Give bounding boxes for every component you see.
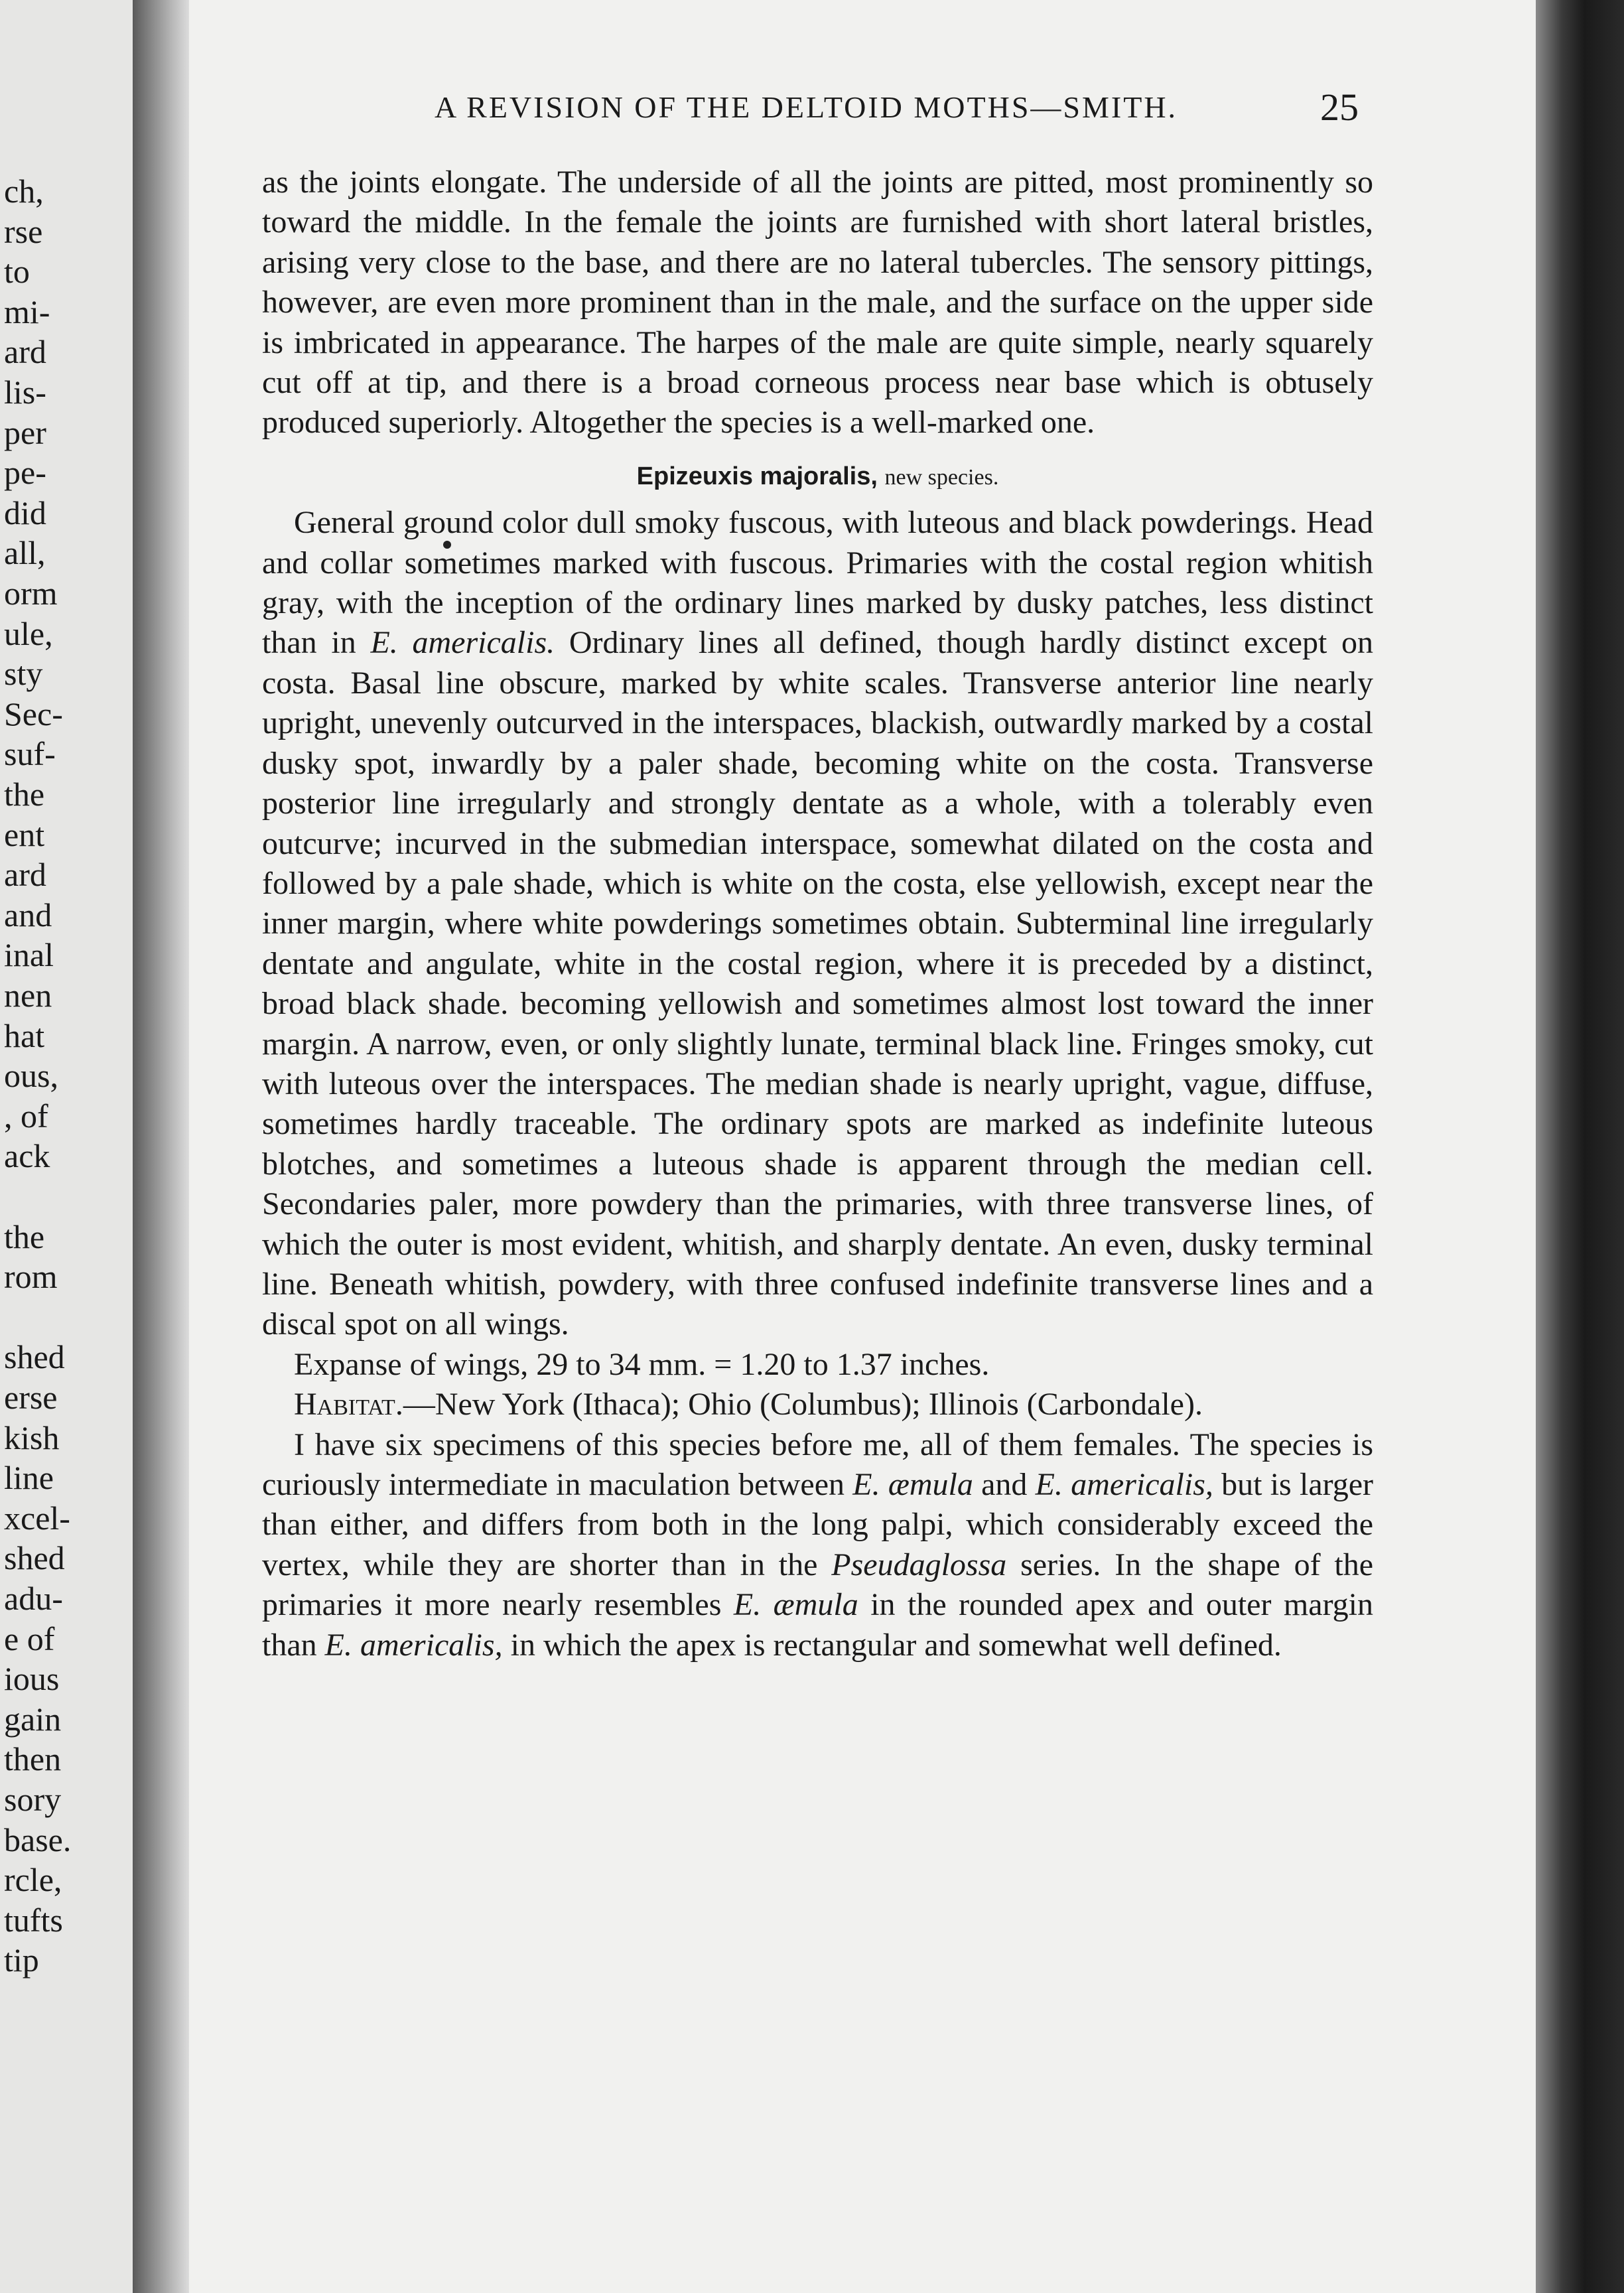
remarks-text: in which the apex is rectangular and somewhat well defined. <box>510 1627 1282 1663</box>
desc-text: Ordinary lines all defined, though hardly distinct except on costa. Basal line obscure, marked by white scales. Transverse anterior line nearly upright, unevenly outcurved in the interspaces, blackish, outwardly marked by a costal dusky spot, inwardly by a paler shade, becoming white on the costa. Transverse posterior line irregularly and strongly dentate as a whole, with a tolerably even outcurve; incurved in the submedian interspace, somewhat dilated on the costa and followed by a pale shade, which is white on the costa, else yellowish, except near the inner margin, where white powderings sometimes obtain. Subterminal line irregularly dentate and angulate, white in the costal region, where it is preceded by a distinct, broad black shade. becoming yellowish and sometimes almost lost toward the inner margin. A narrow, even, or only slightly lunate, terminal black line. Fringes smoky, cut with luteous over the interspaces. The median shade is nearly upright, vague, diffuse, sometimes hardly traceable. The ordinary spots are marked as indefinite luteous blotches, and sometimes a luteous shade is apparent through the median cell. Secondaries paler, more powdery than the primaries, with three transverse lines, of which the outer is most evident, whitish, and sharply dentate. An even, dusky terminal line. Beneath whitish, powdery, with three confused indefinite transverse lines and a discal spot on all wings. <box>262 625 1374 1342</box>
facing-page-fragment: kish <box>4 1419 60 1456</box>
facing-page-fragment: lis- <box>4 374 46 411</box>
facing-page-fragment: then <box>4 1740 62 1778</box>
facing-page-fragment: e of <box>4 1620 55 1657</box>
facing-page-fragment: suf- <box>4 735 56 773</box>
expanse-line: Expanse of wings, 29 to 34 mm. = 1.20 to 1.37 inches. <box>294 1346 990 1382</box>
facing-page-fragment: orm <box>4 575 58 612</box>
species-name: Epizeuxis majoralis, <box>636 462 878 490</box>
facing-page-fragment: and <box>4 896 52 934</box>
facing-page-fragment: , of <box>4 1097 48 1135</box>
facing-page-fragment: ent <box>4 815 45 853</box>
facing-page-fragment: nen <box>4 977 52 1014</box>
body-text <box>262 163 1373 1665</box>
facing-page-fragment: hat <box>4 1016 45 1054</box>
facing-page-fragment: Sec- <box>4 695 63 732</box>
taxon-name: E. americalis, <box>324 1627 503 1663</box>
facing-page-margin <box>0 0 133 2293</box>
facing-page-fragment: tip <box>4 1941 39 1979</box>
species-description <box>262 503 1373 1345</box>
facing-page-fragment: sory <box>4 1781 62 1818</box>
facing-page-fragment: all, <box>4 534 46 572</box>
facing-page-fragment: pe- <box>4 454 46 492</box>
facing-page-fragment: adu- <box>4 1580 63 1617</box>
facing-page-fragment: sty <box>4 655 43 693</box>
facing-page-fragment: per <box>4 413 46 451</box>
remarks-text: but is larger than either, and differs from both in the long palpi, which considerably exceed the vertex, while they are shorter than in the <box>262 1467 1374 1582</box>
facing-page-fragment: inal <box>4 936 54 974</box>
page-edge <box>1536 0 1624 2293</box>
facing-page-fragment: the <box>4 776 45 813</box>
facing-page-fragment: ous, <box>4 1057 58 1095</box>
facing-page-fragment: rom <box>4 1258 58 1296</box>
taxon-name: E. æmula <box>733 1587 858 1623</box>
facing-page-fragment: did <box>4 494 46 531</box>
habitat-line <box>262 1385 1373 1424</box>
running-head: A REVISION OF THE DELTOID MOTHS—SMITH. <box>434 90 1178 124</box>
facing-page-fragment: ard <box>4 856 46 894</box>
facing-page-fragment: erse <box>4 1379 58 1416</box>
paragraph-continuation: as the joints elongate. The underside of all the joints are pitted, most prominently so toward the middle. In the female the joints are furnished with short lateral bristles, arising very close to the base, and there are no lateral tubercles. The sensory pittings, however, are even more prominent than in the male, and the surface on the upper side is imbricated in appearance. The harpes of the male are quite simple, nearly squarely cut off at tip, and there is a broad corneous process near base which is obtusely produced superiorly. Altogether the species is a well-marked one. <box>262 165 1373 441</box>
remarks <box>262 1425 1373 1665</box>
remarks-text: series. In the shape of the primaries it more nearly resembles <box>262 1547 1374 1623</box>
facing-page-fragment: gain <box>4 1700 62 1738</box>
facing-page-fragment: base. <box>4 1821 72 1858</box>
facing-page-fragment: ch, <box>4 173 44 210</box>
desc-text: General ground color dull smoky fuscous, with luteous and black powderings. Head and collar sometimes marked with fuscous. Primaries with the costal region whitish gray, with the inception of the ordinary lines marked by dusky patches, less distinct than in <box>262 505 1373 661</box>
taxon-name: E. americalis, <box>1035 1467 1213 1502</box>
facing-page-fragment: ule, <box>4 614 53 652</box>
gutter-shadow <box>133 0 189 2293</box>
facing-page-fragment: tufts <box>4 1901 63 1939</box>
remarks-text: in the rounded apex and outer margin than <box>262 1587 1374 1663</box>
habitat-label: Habitat. <box>294 1387 403 1423</box>
remarks-text: I have six specimens of this species before me, all of them females. The species is curiously intermediate in maculation between <box>262 1426 1373 1502</box>
facing-page-fragment: shed <box>4 1338 65 1376</box>
species-note: new species. <box>884 464 999 490</box>
facing-page-fragment: mi- <box>4 293 50 330</box>
taxon-name: E. æmula <box>852 1467 973 1502</box>
facing-page-fragment: to <box>4 253 30 291</box>
page-number: 25 <box>1320 86 1359 129</box>
facing-page-fragment: the <box>4 1217 45 1255</box>
taxon-name: Pseudaglossa <box>831 1547 1007 1582</box>
species-heading <box>262 456 1373 498</box>
facing-page-fragment: rse <box>4 212 43 250</box>
facing-page-fragment: line <box>4 1459 54 1497</box>
facing-page-fragment: shed <box>4 1539 65 1577</box>
habitat-text: —New York (Ithaca); Ohio (Columbus); Illinois (Carbondale). <box>403 1387 1203 1423</box>
facing-page-fragment: ard <box>4 333 46 371</box>
facing-page-fragment: xcel- <box>4 1499 70 1537</box>
facing-page-fragment: ious <box>4 1660 60 1698</box>
remarks-text: and <box>981 1467 1028 1502</box>
taxon-name: E. americalis. <box>370 625 555 661</box>
facing-page-fragment: ack <box>4 1137 50 1175</box>
facing-page-fragment: rcle, <box>4 1861 62 1899</box>
